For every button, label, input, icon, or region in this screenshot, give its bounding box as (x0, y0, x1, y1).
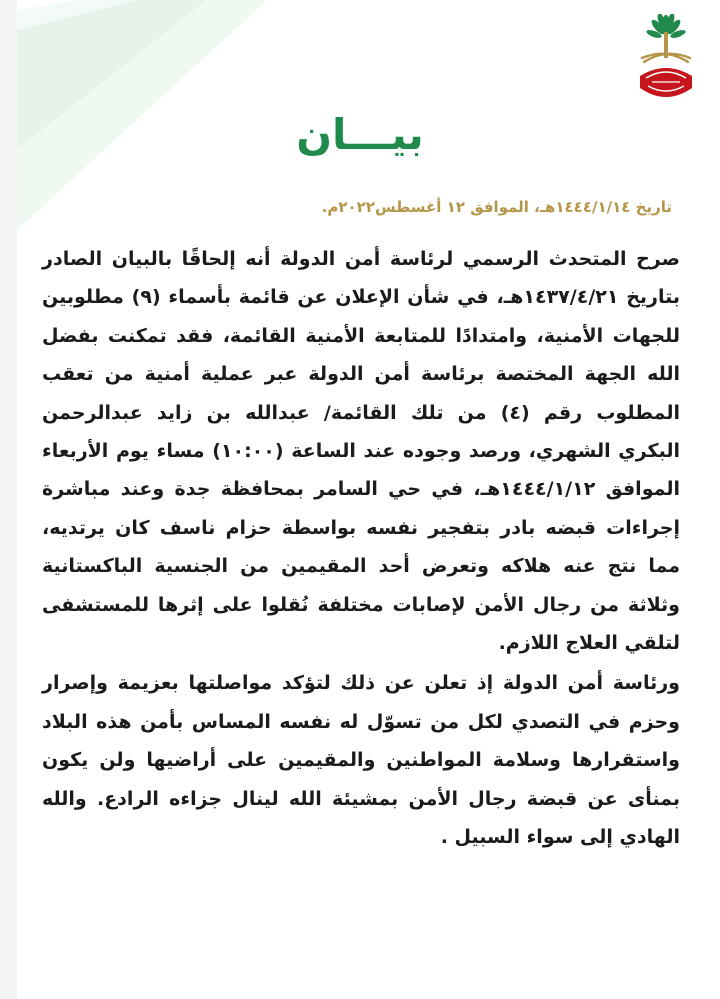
saudi-state-security-emblem-icon (634, 14, 698, 106)
paragraph: صرح المتحدث الرسمي لرئاسة أمن الدولة أنه إلحاقًا بالبيان الصادر بتاريخ ١٤٣٧/٤/٢١هـ، في شأن الإعلان عن قائمة بأسماء (٩) مطلوبين للجهات الأمنية، وامتدادًا للمتابعة الأمنية القائمة، فقد تمكنت بفضل الله الجهة المختصة برئاسة أمن الدولة عبر عملية أمنية من تعقب المطلوب رقم (٤) من تلك القائمة/ عبدالله بن زايد عبدالرحمن البكري الشهري، ورصد وجوده عند الساعة (١٠:٠٠) مساء يوم الأربعاء الموافق ١٤٤٤/١/١٢هـ، في حي السامر بمحافظة جدة وعند مباشرة إجراءات قبضه بادر بتفجير نفسه بواسطة حزام ناسف كان يرتديه، مما نتج عنه هلاكه وتعرض أحد المقيمين من الجنسية الباكستانية وثلاثة من رجال الأمن لإصابات مختلفة نُقلوا على إثرها للمستشفى لتلقي العلاج اللازم. (42, 248, 680, 655)
paragraph: ورئاسة أمن الدولة إذ تعلن عن ذلك لتؤكد مواصلتها بعزيمة وإصرار وحزم في التصدي لكل من تسوّل له نفسه المساس بأمن هذه البلاد واستقرارها وسلامة المواطنين والمقيمين على أراضيها ولن يكون بمنأى عن قبضة رجال الأمن بمشيئة الله لينال جزاءه الرادع. والله الهادي إلى سواء السبيل . (42, 672, 680, 849)
statement-date: تاريخ ١٤٤٤/١/١٤هـ، الموافق ١٢ أغسطس٢٠٢٢م. (321, 198, 672, 216)
page-title: بيـــان (296, 110, 424, 159)
statement-body (42, 240, 680, 857)
